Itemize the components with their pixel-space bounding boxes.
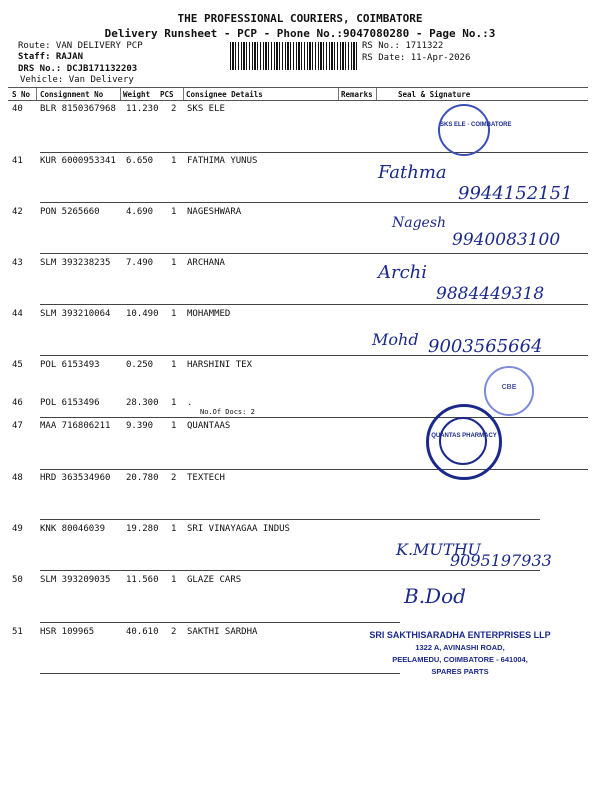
row-consignment: PON 5265660 [40,207,100,217]
row-weight: 9.390 [126,421,154,431]
col-consignment: Consignment No [40,90,104,99]
col-consignee: Consignee Details [186,90,263,99]
barcode [230,42,358,70]
handwritten-phone-49: 9095197933 [450,551,552,570]
row-pcs: 2 [171,627,177,637]
row-weight: 7.490 [126,258,154,268]
row-weight: 0.250 [126,360,154,370]
row-consignment: HSR 109965 [40,627,95,637]
row-sno: 50 [12,575,23,585]
row-pcs: 1 [171,398,177,408]
sks-seal [438,104,512,156]
row-separator [40,417,588,418]
col-seal: Seal & Signature [398,90,471,99]
row-consignment: SLM 393210064 [40,309,111,319]
row-sno: 41 [12,156,23,166]
row-consignee: . [187,398,193,408]
signature-49: K.MUTHU [396,540,482,559]
sakthi-stamp-name: SRI SAKTHISARADHA ENTERPRISES LLP [369,630,551,640]
row-weight: 11.560 [126,575,159,585]
row-weight: 20.780 [126,473,159,483]
staff-label: Staff: RAJAN [18,52,84,62]
rs-date: RS Date: 11-Apr-2026 [362,53,471,63]
quantas-seal-inner [439,417,487,465]
route-label: Route: VAN DELIVERY PCP [18,41,143,51]
signature-41: Fathma [378,162,447,183]
handwritten-phone-42: 9940083100 [452,230,561,250]
row-consignment: KNK 80046039 [40,524,106,534]
signature-43: Archi [378,262,428,283]
row-consignment: BLR 8150367968 [40,104,116,114]
row-weight: 11.230 [126,104,159,114]
row-consignee: QUANTAAS [187,421,231,431]
col-divider [338,88,339,100]
row-consignment: HRD 363534960 [40,473,111,483]
row-sno: 43 [12,258,23,268]
handwritten-phone-41: 9944152151 [458,183,573,204]
company-title: THE PROFESSIONAL COURIERS, COIMBATORE [177,12,423,25]
row-pcs: 1 [171,207,177,217]
row-sno: 44 [12,309,23,319]
vehicle-label: Vehicle: Van Delivery [20,75,134,85]
row-separator [40,152,588,153]
row-consignee: TEXTECH [187,473,225,483]
row-consignee: ARCHANA [187,258,225,268]
row-separator [40,673,400,674]
row-separator [40,304,588,305]
cbe-seal-text: CBE [501,384,517,391]
row-consignee: MOHAMMED [187,309,231,319]
row-weight: 19.280 [126,524,159,534]
handwritten-phone-44: 9003565664 [428,336,543,357]
row-sno: 48 [12,473,23,483]
row-consignment: POL 6153493 [40,360,100,370]
row-pcs: 1 [171,575,177,585]
row-sno: 47 [12,421,23,431]
row-weight: 40.610 [126,627,159,637]
quantas-seal-text: QUANTAS PHARMACY [431,433,497,439]
row-separator [40,570,540,571]
sakthi-stamp-addr1: 1322 A, AVINASHI ROAD, [415,643,505,652]
row-weight: 10.490 [126,309,159,319]
row-consignment: SLM 393209035 [40,575,111,585]
sks-seal-text: SKS ELE · COIMBATORE [440,122,512,128]
row-sno: 45 [12,360,23,370]
row-sno: 42 [12,207,23,217]
col-divider [376,88,377,100]
col-divider [183,88,184,100]
row-consignment: MAA 716806211 [40,421,111,431]
row-consignee: SRI VINAYAGAA INDUS [187,524,290,534]
row-consignee: HARSHINI TEX [187,360,253,370]
quantas-seal [426,404,502,480]
row-consignee: SAKTHI SARDHA [187,627,258,637]
row-pcs: 1 [171,309,177,319]
signature-44: Mohd [372,330,419,349]
rs-number: RS No.: 1711322 [362,41,444,51]
row-separator [40,519,540,520]
row-consignment: KUR 6000953341 [40,156,116,166]
col-sno: S No [12,90,31,99]
sakthi-stamp-addr3: SPARES PARTS [431,667,489,676]
table-header-rule [8,100,588,101]
signature-42: Nagesh [392,215,447,231]
row-pcs: 1 [171,258,177,268]
drs-label: DRS No.: DCJB171132203 [18,64,138,74]
row-sno: 51 [12,627,23,637]
row-consignee: SKS ELE [187,104,225,114]
sakthi-stamp-addr2: PEELAMEDU, COIMBATORE - 641004, [392,655,528,664]
row-pcs: 2 [171,104,177,114]
row-consignee: NAGESHWARA [187,207,242,217]
col-pcs: PCS [160,90,174,99]
signature-50: B.Dod [404,584,466,608]
col-weight: Weight [123,90,151,99]
row-consignee: GLAZE CARS [187,575,242,585]
row-consignee: FATHIMA YUNUS [187,156,258,166]
row-sno: 40 [12,104,23,114]
row-separator [40,622,400,623]
row-separator [40,469,588,470]
runsheet-subtitle: Delivery Runsheet - PCP - Phone No.:9047080280 - Page No.:3 [104,27,496,40]
row-weight: 28.300 [126,398,159,408]
row-pcs: 2 [171,473,177,483]
row-pcs: 1 [171,524,177,534]
row-weight: 4.690 [126,207,154,217]
row-consignment: POL 6153496 [40,398,100,408]
row-consignment: SLM 393238235 [40,258,111,268]
cbe-seal [484,366,534,416]
col-divider [120,88,121,100]
row-separator [40,253,588,254]
row-sno: 46 [12,398,23,408]
row-sno: 49 [12,524,23,534]
row-pcs: 1 [171,421,177,431]
handwritten-phone-43: 9884449318 [436,284,545,304]
table-top-rule [8,87,588,88]
row-pcs: 1 [171,156,177,166]
docs-note: No.Of Docs: 2 [200,408,255,416]
col-divider [36,88,37,100]
row-pcs: 1 [171,360,177,370]
col-remarks: Remarks [341,90,373,99]
row-weight: 6.650 [126,156,154,166]
